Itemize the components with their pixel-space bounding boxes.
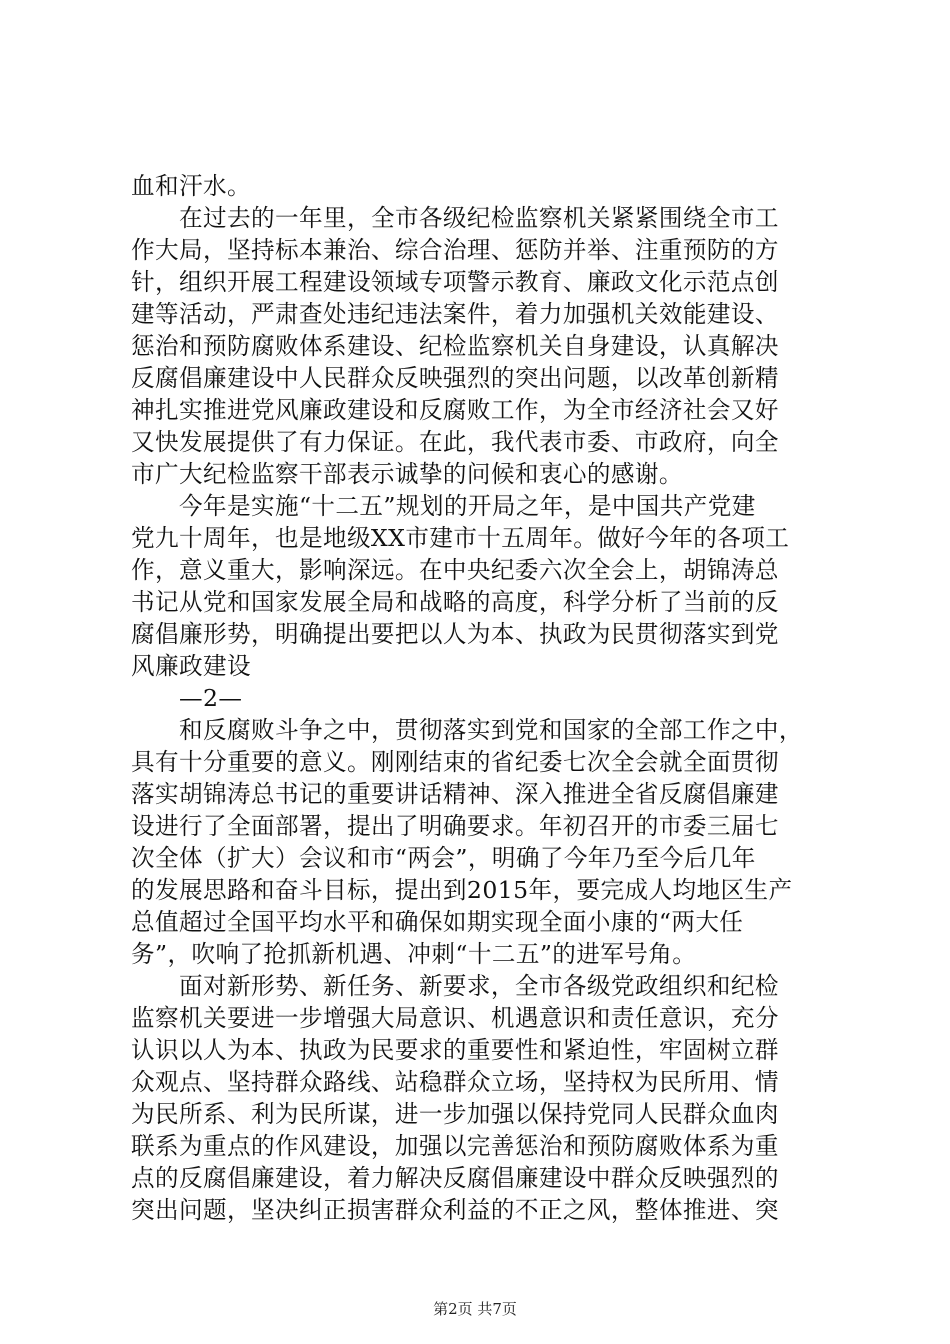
text-line: 血和汗水。 (131, 172, 251, 200)
document-body (131, 170, 831, 1226)
text-line: 众观点、坚持群众路线、站稳群众立场，坚持权为民所用、情 (131, 1068, 779, 1096)
text-line: 作，意义重大，影响深远。在中央纪委六次全会上，胡锦涛总 (131, 556, 779, 584)
text-line: 点的反腐倡廉建设，着力解决反腐倡廉建设中群众反映强烈的 (131, 1164, 779, 1192)
text-line: 腐倡廉形势，明确提出要把以人为本、执政为民贯彻落实到党 (131, 620, 779, 648)
text-line: 作大局，坚持标本兼治、综合治理、惩防并举、注重预防的方 (131, 236, 779, 264)
text-line: 认识以人为本、执政为民要求的重要性和紧迫性，牢固树立群 (131, 1036, 779, 1064)
text-line: 今年是实施“十二五”规划的开局之年，是中国共产党建 (179, 492, 756, 520)
text-line: 书记从党和国家发展全局和战略的高度，科学分析了当前的反 (131, 588, 779, 616)
text-line: 建等活动，严肃查处违纪违法案件，着力加强机关效能建设、 (131, 300, 779, 328)
text-line: 监察机关要进一步增强大局意识、机遇意识和责任意识，充分 (131, 1004, 779, 1032)
text-line: 风廉政建设 (131, 652, 251, 680)
text-line: 突出问题，坚决纠正损害群众利益的不正之风，整体推进、突 (131, 1196, 779, 1224)
text-line: 神扎实推进党风廉政建设和反腐败工作，为全市经济社会又好 (131, 396, 779, 424)
text-line: 总值超过全国平均水平和确保如期实现全面小康的“两大任 (131, 908, 744, 936)
text-line: 又快发展提供了有力保证。在此，我代表市委、市政府，向全 (131, 428, 779, 456)
text-line: 联系为重点的作风建设，加强以完善惩治和预防腐败体系为重 (131, 1132, 779, 1160)
text-line: 务”，吹响了抢抓新机遇、冲刺“十二五”的进军号角。 (131, 940, 697, 968)
text-line: 的发展思路和奋斗目标，提出到2015年，要完成人均地区生产 (131, 876, 793, 904)
text-line: 和反腐败斗争之中，贯彻落实到党和国家的全部工作之中， (179, 716, 803, 744)
text-line: 面对新形势、新任务、新要求，全市各级党政组织和纪检 (179, 972, 779, 1000)
page-number-label: 第2页 共7页 (433, 1300, 517, 1318)
text-line: 次全体（扩大）会议和市“两会”，明确了今年乃至今后几年 (131, 844, 756, 872)
text-line: 党九十周年，也是地级XX市建市十五周年。做好今年的各项工 (131, 524, 790, 552)
text-line: 具有十分重要的意义。刚刚结束的省纪委七次全会就全面贯彻 (131, 748, 779, 776)
page-footer (0, 1299, 950, 1319)
text-line: 在过去的一年里，全市各级纪检监察机关紧紧围绕全市工 (179, 204, 779, 232)
text-line: 市广大纪检监察干部表示诚挚的问候和衷心的感谢。 (131, 460, 683, 488)
text-line: 反腐倡廉建设中人民群众反映强烈的突出问题，以改革创新精 (131, 364, 779, 392)
text-line: 落实胡锦涛总书记的重要讲话精神、深入推进全省反腐倡廉建 (131, 780, 779, 808)
text-line: 惩治和预防腐败体系建设、纪检监察机关自身建设，认真解决 (131, 332, 779, 360)
text-line: 为民所系、利为民所谋，进一步加强以保持党同人民群众血肉 (131, 1100, 779, 1128)
text-line: —2— (179, 684, 243, 712)
text-line: 设进行了全面部署，提出了明确要求。年初召开的市委三届七 (131, 812, 779, 840)
text-line: 针，组织开展工程建设领域专项警示教育、廉政文化示范点创 (131, 268, 779, 296)
